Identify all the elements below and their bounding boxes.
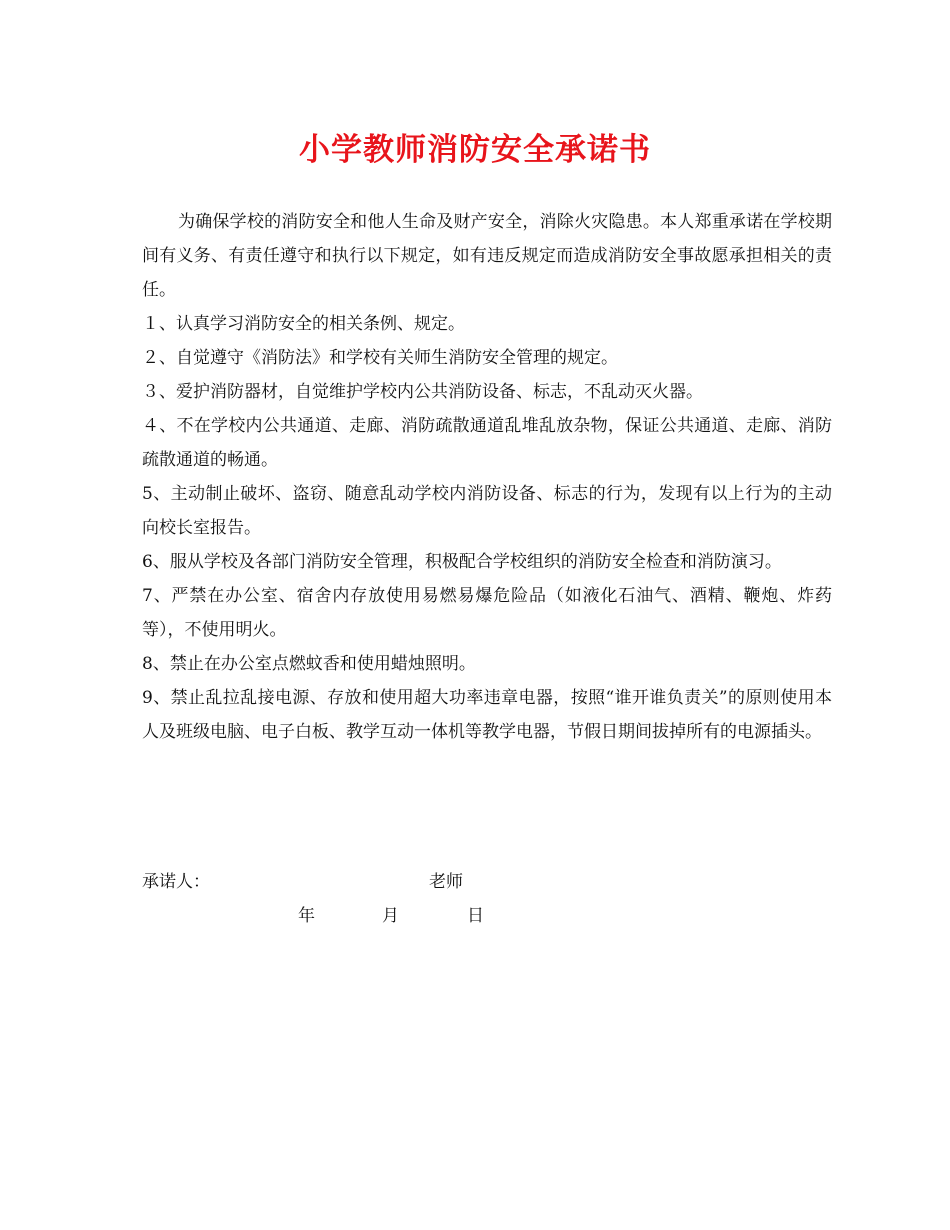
signature-block — [142, 866, 832, 936]
rule-item-9: 9、禁止乱拉乱接电源、存放和使用超大功率违章电器，按照“谁开谁负责关”的原则使用本人及班级电脑、电子白板、教学互动一体机等教学电器，节假日期间拔掉所有的电源插头。 — [142, 688, 832, 742]
document-title: 小学教师消防安全承诺书 — [299, 132, 651, 168]
rule-item-4: ４、不在学校内公共通道、走廊、消防疏散通道乱堆乱放杂物，保证公共通道、走廊、消防疏散通道的畅通。 — [142, 416, 832, 470]
rule-item-1: １、认真学习消防安全的相关条例、规定。 — [142, 314, 465, 334]
rule-item-6: 6、服从学校及各部门消防安全管理，积极配合学校组织的消防安全检查和消防演习。 — [142, 552, 782, 572]
signer-label: 承诺人： — [142, 872, 210, 892]
document-body — [142, 205, 832, 749]
signer-teacher-label: 老师 — [429, 872, 463, 892]
date-day-label: 日 — [467, 906, 484, 926]
rule-item-5: 5、主动制止破坏、盗窃、随意乱动学校内消防设备、标志的行为，发现有以上行为的主动向校长室报告。 — [142, 484, 832, 538]
date-year-label: 年 — [298, 906, 315, 926]
rule-item-2: ２、自觉遵守《消防法》和学校有关师生消防安全管理的规定。 — [142, 348, 618, 368]
date-month-label: 月 — [382, 906, 399, 926]
rule-item-7: 7、严禁在办公室、宿舍内存放使用易燃易爆危险品（如液化石油气、酒精、鞭炮、炸药等），不使用明火。 — [142, 586, 832, 640]
rule-item-8: 8、禁止在办公室点燃蚊香和使用蜡烛照明。 — [142, 654, 476, 674]
rule-item-3: ３、爱护消防器材，自觉维护学校内公共消防设备、标志，不乱动灭火器。 — [142, 382, 703, 402]
intro-paragraph: 为确保学校的消防安全和他人生命及财产安全，消除火灾隐患。本人郑重承诺在学校期间有义务、有责任遵守和执行以下规定，如有违反规定而造成消防安全事故愿承担相关的责任。 — [142, 212, 832, 300]
